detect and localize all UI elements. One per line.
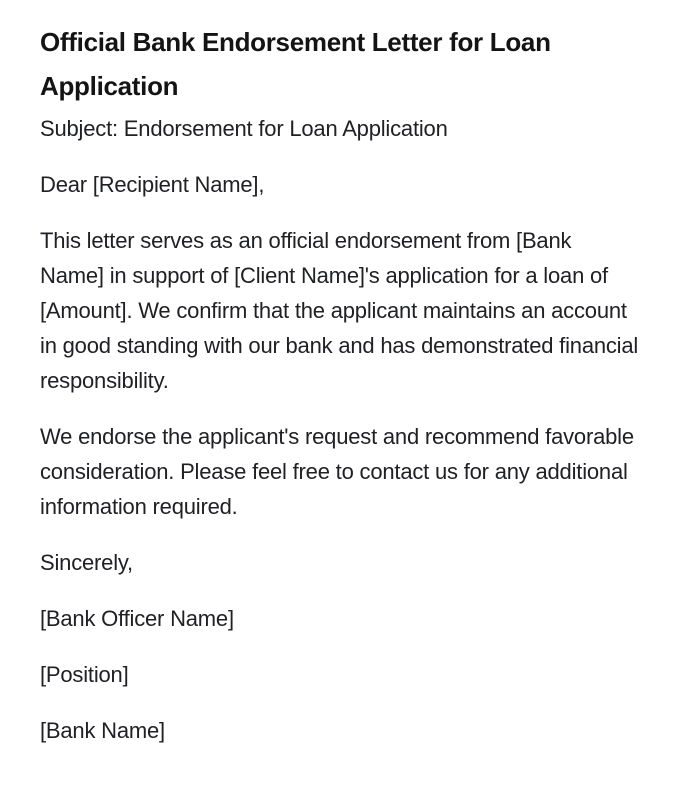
text-line: Official Bank Endorsement Letter for Loan <box>40 27 551 57</box>
text-line: Application <box>40 71 179 101</box>
letter-title <box>40 20 660 108</box>
body-paragraph-1 <box>40 223 660 398</box>
signature-officer-name: [Bank Officer Name] <box>40 606 234 631</box>
text-line: information required. <box>40 494 238 519</box>
text-line: We endorse the applicant's request and recommend favorable <box>40 424 634 449</box>
text-line: [Amount]. We confirm that the applicant maintains an account <box>40 298 627 323</box>
subject-line: Subject: Endorsement for Loan Application <box>40 116 448 141</box>
text-line: in good standing with our bank and has demonstrated financial <box>40 333 639 358</box>
body-paragraph-2 <box>40 419 660 524</box>
signature-bank-name: [Bank Name] <box>40 718 165 743</box>
text-line: Name] in support of [Client Name]'s application for a loan of <box>40 263 608 288</box>
text-line: consideration. Please feel free to contact us for any additional <box>40 459 628 484</box>
closing: Sincerely, <box>40 550 133 575</box>
text-line: This letter serves as an official endorsement from [Bank <box>40 228 572 253</box>
signature-position: [Position] <box>40 662 129 687</box>
text-line: responsibility. <box>40 368 169 393</box>
salutation: Dear [Recipient Name], <box>40 172 265 197</box>
